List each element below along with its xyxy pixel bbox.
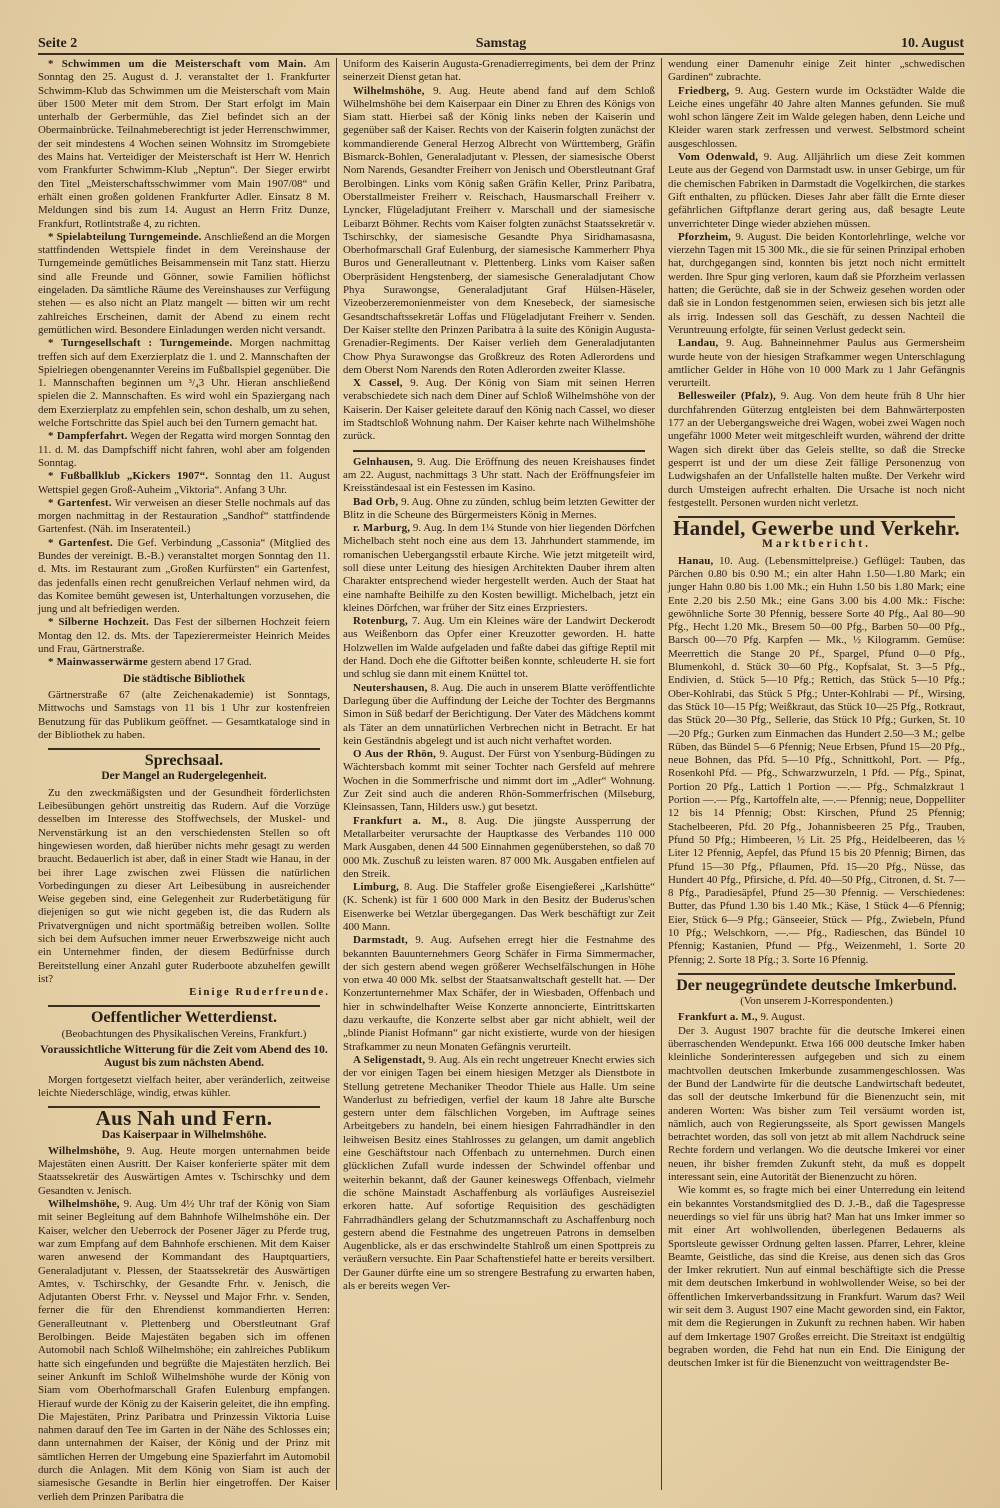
article-paragraph	[668, 337, 965, 390]
article-paragraph	[343, 934, 655, 1054]
article-lead: Friedberg,	[678, 84, 730, 97]
article-paragraph	[343, 58, 655, 85]
article-text: Der 3. August 1907 brachte für die deutsche Imkerei einen überraschenden Wendepunkt. Etwa 166 000 deutsche Imker haben kleinliche Sonderinteressen aufgegeben und sich zu einem machtvollen deutschen Imkerbunde zusammengeschlossen. Was der Bund der Landwirte für die deutsche Landwirtschaft bedeutet, das soll der deutsche Imkerbund für die Bienenzucht sein, mit anderen Worten: Was bisher zum Teil versäumt worden ist, nämlich, auch von Regierungsseite, als Sport gewissen Mangels betrachtet worden, das soll von jetzt ab mit allem Nachdruck seine Rechte fordern und verlangen. Wo die deutsche Imkerei vor einer neuen, ihr bisher fremden Zukunft steht, da muß es doppelt interessant sein, eine Autorität der Bienenzucht zu hören.	[668, 1024, 965, 1184]
article-lead: A Seligenstadt,	[353, 1053, 426, 1066]
article-lead: Rotenburg,	[353, 615, 408, 628]
article-paragraph	[38, 537, 330, 617]
article-paragraph	[38, 231, 330, 337]
article-text: Wir verweisen an dieser Stelle nochmals auf das morgen nachmittag in der Restauration „Sandhof“ stattfindende Gartenfest. (Näh. im Inseratenteil.)	[38, 496, 330, 536]
article-paragraph	[668, 85, 965, 151]
article-paragraph	[38, 689, 330, 742]
section-heading: Der Mangel an Rudergelegenheit.	[101, 770, 267, 783]
article-lead: O Aus der Rhön,	[353, 748, 437, 761]
column-1	[38, 58, 331, 1503]
article-text: 9. August. Der Fürst von Ysenburg-Büdingen zu Wächtersbach kommt mit seiner Tochter nach Gersfeld auf mehrere Wochen in die Sommerfrische und nimmt dort im „Adler“ Wohnung. Zur Zeit sind auch die anderen Rhön-Sommerfrischen (Milseburg, Kleinsassen, Tann, Hilders usw.) gut besetzt.	[343, 748, 655, 814]
article-text: 9. Aug. Alljährlich um diese Zeit kommen Leute aus der Gegend von Darmstadt usw. in unser Gebirge, um für die chemischen Fabriken in Darmstadt die Vogelkirchen, die starkes Gift enthalten, zu pflücken. Dieses Jahr aber fällt die Ernte dieser gefährlichen Giftpflanze derart gering aus, daß besagte Leute unverrichteter Dinge wieder abziehen müssen.	[668, 151, 965, 230]
article-text: 9. Aug. Gestern wurde im Ockstädter Walde die Leiche eines ungefähr 40 Jahre alten Mannes gefunden. Sie muß wohl schon längere Zeit im Walde gelegen haben, denn Leiche und Kleider waren stark zerfressen und verwest. Selbstmord scheint ausgeschlossen.	[668, 84, 965, 150]
section-heading: Handel, Gewerbe und Verkehr.	[672, 516, 961, 541]
column-2	[343, 58, 655, 1490]
article-text: 9. Aug. Heute abend fand auf dem Schloß Wilhelmshöhe bei dem Kaiserpaar ein Diner zu Ehren des Königs von Siam statt. Hierbei saß der König links neben der Kaiserin und gegenüber saß der Kaiser. Rechts von der Kaiserin folgten zunächst der kommandierende General Herzog Albrecht von Württemberg, Gräfin Bismarck-Bohlen, Generaladjutant v. Plessen, der siamesische Oberst Nom Narends, Gesandter Freiherr von Jenisch und Oberstleutnant Graf Berolbingen. Links vom König saßen Gräfin Keller, Prinz Paribatra, Oberstallmeister Freiherr v. Reischach, Hausmarschall Freiherr v. Lyncker, Flügeladjutant Freiherr v. Marschall und der siamesische Leibarzt Böhmer. Rechts vom Kaiser folgten zunächst Staatssekretär v. Tschirschky, der siamesische Gesandte Phya Siridhamasasna, Oberhofmarschall Graf Eulenburg, der siamesische Kammerherr Phya Buros und Generalleutnant v. Plettenberg. Links vom Kaiser saßen Oberpräsident Hengstenberg, der siamesische Generaladjutant Chow Phya Surawongse, Generaladjutant Graf Hülsen-Häseler, Vizeoberzeremonienmeister von dem Knesebeck, der siamesische Gesandtschaftssekretär Loffas und Flügeladjutant Freiherr v. Senden. Der Kaiser stellte den Prinzen Paribatra à la suite des Königin Augusta-Grenadier-Regiments. Der Kaiser verlieh dem Generaladjutanten Chow Phya Surawongse das Großkreuz des Roten Adlerordens und dem Oberst Nom Narends den Roten Adlerorden zweiter Klasse.	[343, 84, 655, 376]
article-paragraph	[343, 456, 655, 496]
section-heading: Marktbericht.	[762, 538, 871, 551]
article-lead: * Mainwasserwärme	[48, 656, 148, 669]
article-paragraph	[343, 496, 655, 523]
column-3	[668, 58, 965, 1490]
column-divider	[661, 58, 662, 1490]
article-paragraph	[38, 616, 330, 656]
article-lead: * Turngesellschaft : Turngemeinde.	[48, 337, 233, 350]
article-text: 9. August. Die beiden Kontorlehrlinge, welche vor vierzehn Tagen mit 15 300 Mk., die sie für seinen Prinzipal erhoben hat, durchgegangen sind, konnten bis jetzt noch nicht ermittelt werden. Ihre Spur ging verloren, kaum daß sie Pforzheim verlassen hatten; die Gerüchte, daß sie in der Schweiz gesehen worden oder daß sie in London festgenommen seien, erwiesen sich bis jetzt alle als irrig. Indessen soll das Geschäft, zu dessen Nachteil die Veruntreuung erfolgte, für seinen Verlust gedeckt sein.	[668, 230, 965, 336]
section-rule	[48, 748, 320, 750]
article-lead: Frankfurt a. M.,	[353, 814, 448, 827]
article-paragraph	[343, 377, 655, 443]
article-lead: X Cassel,	[353, 377, 403, 390]
article-paragraph	[343, 748, 655, 814]
article-text: 8. Aug. Die jüngste Aussperrung der Metallarbeiter verursachte der Hauptkasse des Verbandes 110 000 Mark Ausgaben, denen 44 500 Einnahmen gegenüberstehen, so daß 70 000 Mk. Zuschuß zu leisten waren. 87 000 Mk. Ausgaben entfielen auf den Streik.	[343, 814, 655, 880]
article-lead: Gelnhausen,	[353, 455, 413, 468]
issue-date: 10. August	[900, 36, 964, 51]
article-paragraph	[343, 682, 655, 748]
page-number: Seite 2	[38, 36, 78, 51]
article-lead: Hanau,	[678, 554, 714, 567]
article-lead: * Spielabteilung Turngemeinde.	[48, 230, 202, 243]
section-heading: Der neugegründete deutsche Imkerbund.	[676, 976, 957, 994]
article-paragraph	[38, 58, 330, 231]
section-heading: Oeffentlicher Wetterdienst.	[90, 1009, 278, 1027]
article-paragraph	[668, 58, 965, 85]
article-paragraph	[668, 1025, 965, 1185]
article-text: 9. Aug. Bahneinnehmer Paulus aus Germersheim wurde heute von der hiesigen Strafkammer wegen Unterschlagung amtlicher Gelder in Höhe von 10 000 Mark zu 1 Jahr Gefängnis verurteilt.	[668, 337, 965, 390]
article-lead: * Silberne Hochzeit.	[48, 616, 150, 629]
section-heading: Das Kaiserpaar in Wilhelmshöhe.	[101, 1128, 267, 1141]
article-lead: Pforzheim,	[678, 230, 732, 243]
article-paragraph	[343, 615, 655, 681]
article-paragraph	[668, 231, 965, 337]
article-paragraph	[38, 1145, 330, 1198]
article-paragraph	[343, 815, 655, 881]
section-rule	[48, 1005, 320, 1007]
article-text: Wie kommt es, so fragte mich bei einer Unterredung ein leitend ein bekanntes Vorstandsmitglied des D. J.-B., daß die Tagespresse neuerdings so viel für uns übrig hat? Man hat uns Imker immer so mit einer Art wohlwollenden, überlegenen Bedauerns als Sportsleute gewisser Ordnung gelten lassen. Pfarrer, Lehrer, kleine Beamte, Geistliche, das sind die Kreise, aus denen sich das Gros der Imker rekrutiert. Nun auf einmal beschäftigte sich die Presse mit dem deutschen Imkerbund in wohlwollender Weise, so bei der öffentlichen Imkerverbandssitzung in Frankfurt. Warum das? Weil wir seit dem 3. August 1907 eine Macht geworden sind, ein Faktor, mit dem die Regierungen in Zukunft zu rechnen haben. Wir haben auf dem Imkertage 1907 Großes erreicht. Die Streitaxt ist endgültig begraben worden, die Fehd hat nun ein End. Die Einigung der deutschen Imker ist für die Bienenzucht von weittragendster Be-	[668, 1184, 965, 1370]
article-paragraph	[38, 1198, 330, 1504]
page-header	[38, 36, 964, 52]
article-text: Gärtnerstraße 67 (alte Zeichenakademie) ist Sonntags, Mittwochs und Samstags von 11 bis 1 Uhr zur kostenfreien Benutzung für das Publikum geöffnet. — Gesamtkataloge sind in der Bibliothek zu haben.	[38, 688, 330, 741]
article-text: 9. Aug. Ohne zu zünden, schlug beim letzten Gewitter der Blitz in die Scheune des Bürgermeisters König in Mernes.	[343, 495, 655, 521]
article-lead: Frankfurt a. M.,	[678, 1011, 758, 1024]
article-text: Anschließend an die Morgen stattfindenden Wettspiele findet in dem Vereinshause der Turngemeinde gemütliches Beisammensein mit Tanz statt. Hierzu sind alle Freunde und Gönner, sowie Familien höflichst eingeladen. Da sämtliche Räume des Vereinshauses zur Verfügung stehen — es also nicht an Platz mangelt — bitten wir um recht zahlreiches Erscheinen, damit der Abend zu einem recht gemütlichen wird. Besondere Einladungen werden nicht versandt.	[38, 230, 330, 336]
section-heading: (Von unserem J-Korrespondenten.)	[740, 995, 893, 1008]
article-lead: Limburg,	[353, 881, 400, 894]
article-paragraph	[343, 85, 655, 378]
article-text: Am Sonntag den 25. August d. J. veranstaltet der 1. Frankfurter Schwimm-Klub das Schwimmen um die Meisterschaft vom Main über 1500 Meter mit dem Strom. Der Start erfolgt im Main unterhalb der Gerbermühle, das Ziel befindet sich an der Obermainbrücke. Teilnahmeberechtigt ist jeder Herrenschwimmer, der seit mindestens 4 Wochen seinen Wohnsitz im Stromgebiete des Mains hat. Verteidiger der Meisterschaft ist Herr W. Henrich vom Frankfurter Schwimm-Klub „Neptun“. Der Sieger erwirbt den Titel „Meisterschaftsschwimmer vom Main 1907/08“ und erhält einen großen goldenen Frankfurter Adler. Einsatz 8 M. Meldungen sind bis zum 14. August an Herrn Fritz Dunze, Frankfurt, Rotlintstraße 4, zu richten.	[38, 58, 330, 230]
section-heading: Aus Nah und Fern.	[95, 1106, 273, 1131]
article-lead: * Dampferfahrt.	[48, 430, 128, 443]
article-paragraph	[38, 1074, 330, 1101]
article-text: Morgen fortgesetzt vielfach heiter, aber veränderlich, zeitweise leichte Niederschläge, windig, etwas kühler.	[38, 1073, 330, 1099]
article-lead: r. Marburg,	[353, 522, 411, 535]
article-lead: * Fußballklub „Kickers 1907“.	[48, 470, 209, 483]
article-paragraph	[668, 1184, 965, 1370]
section-heading: Voraussichtliche Witterung für die Zeit vom Abend des 10. August bis zum nächsten Abend.	[40, 1044, 328, 1070]
article-lead: Neutershausen,	[353, 681, 428, 694]
article-lead: Wilhelmshöhe,	[48, 1144, 120, 1157]
article-text: 9. Aug. Als ein recht ungetreuer Knecht erwies sich der vor einigen Tagen bei einem hiesigen Metzger als Dienstbote in Stellung getretene Mechaniker Theodor Thiele aus Halle. Um seine Wanderlust zu befriedigen, verfiel der kaum 18 Jahre alte Bursche gestern unter dem fälschlichen Vorgeben, im Auftrage seines Arbeitgebers zu handeln, bei einem hiesigen Fahrradhändler in den leihweisen Besitz eines Stahlrosses zu gelangen, um damit angeblich eine Geschäftstour nach Offenbach zu unternehmen. Durch einen glücklichen Zufall wurde indessen der Schwindel offenbar und weiterhin bekannt, daß der Gauner keineswegs Offenbach, vielmehr die schöne Mainstadt Aschaffenburg als vorläufiges Ausreiseziel erkoren hatte. Auf sofortige Requisition des geschädigten Fahrradhändlers gelang der Schutzmannschaft zu Aschaffenburg noch gestern abend die Festnahme des ungetreuen Patrons in demselben Augenblicke, als er das erschwindelte Stahlroß um einen Spottpreis zu veräußern versuchte. Ein Paar Schaftenstiefel hatte er bereits versilbert. Der Gauner dürfte eine um so strengere Bestrafung zu erwarten haben, als er bereits wegen Ver-	[343, 1053, 656, 1293]
article-text: Uniform des Kaiserin Augusta-Grenadierregiments, bei dem der Prinz seinerzeit Dienst getan hat.	[343, 58, 655, 84]
article-text: 9. Aug. Aufsehen erregt hier die Festnahme des bekannten Bauunternehmers Georg Schäfer in Firma Simmermacher, der sich gestern abend wegen größerer Wechselfälschungen in Höhe von etwa 40 000 Mk. selbst der Staatsanwaltschaft gestellt hat. — Der Konzertunternehmer Max Schäfer, der in Wiesbaden, Offenbach und hier in schwindelhafter Weise Konzerte annoncierte, Eintrittskarten dazu verkaufte, die Konzerte selbst aber gar nicht abhielt, weil der „blinde Pianist Hofmann“ gar nicht existierte, wurde von der hiesigen Strafkammer zu neun Monaten Gefängnis verurteilt.	[343, 934, 655, 1053]
article-paragraph	[343, 522, 655, 615]
article-paragraph	[38, 430, 330, 470]
article-paragraph	[343, 881, 655, 934]
article-text: Das Fest der silbernen Hochzeit feiern Montag den 12. ds. Mts. der Tapezierermeister Heinrich Meides und Frau, Gärtnerstraße.	[38, 616, 330, 656]
article-lead: * Gartenfest.	[48, 536, 113, 549]
article-lead: Darmstadt,	[353, 934, 408, 947]
article-lead: Wilhelmshöhe,	[48, 1198, 120, 1211]
article-paragraph	[668, 1011, 965, 1024]
article-text: 7. Aug. Um ein Kleines wäre der Landwirt Deckerodt aus Weißenborn das Opfer einer Kreuzotter geworden. H. hatte Holzwellen im Walde aufgeladen und faßte dabei das giftige Reptil mit der Hand. Doch ehe die Giftotter beißen konnte, schleuderte H. sie fort und schlug sie dann mit einem Knüttel tot.	[343, 615, 655, 681]
article-lead: Landau,	[678, 337, 719, 350]
article-text: Wegen der Regatta wird morgen Sonntag den 11. d. M. das Dampfschiff nicht fahren, wohl aber am folgenden Sonntag.	[38, 430, 331, 469]
signature: Einige Ruderfreunde.	[189, 986, 330, 999]
article-paragraph	[38, 497, 330, 537]
article-paragraph	[668, 555, 965, 967]
weekday: Samstag	[475, 36, 527, 51]
article-text: 9. Aug. Der König von Siam mit seinen Herren verabschiedete sich nach dem Diner auf Schloß Wilhelmshöhe von der Kaiserin. Der Kaiser geleitete darauf den König nach Cassel, wo dieser im Stadtschloß Wohnung nahm. Der Kaiser kehrte nach Wilhelmshöhe zurück.	[343, 377, 655, 443]
article-lead: * Schwimmen um die Meisterschaft vom Main.	[48, 58, 307, 70]
article-lead: Wilhelmshöhe,	[353, 84, 425, 97]
article-text: wendung einer Damenuhr einige Zeit hinter „schwedischen Gardinen“ zubrachte.	[668, 58, 965, 84]
article-text: 9. Aug. Die Eröffnung des neuen Kreishauses findet am 22. August, nachmittags 3 Uhr statt. Nach der Eröffnungsfeier im Kreisständesaal ist ein Festessen im Kasino.	[343, 455, 655, 495]
section-rule	[678, 973, 955, 975]
article-text: 9. August.	[757, 1011, 805, 1024]
section-heading: Die städtische Bibliothek	[122, 672, 246, 685]
article-text: Die Gef. Verbindung „Cassonia“ (Mitglied des Bundes der vereinigt. B.-B.) veranstaltet morgen Sonntag den 11. d. Mts. im Restaurant zum „Großen Kurfürsten“ ein Gartenfest, das jedenfalls einen recht genußreichen Verlauf nehmen wird, da das Komitee bemüht gewesen ist, Unterhaltungen vorzusehen, die jung und alt befriedigen werden.	[38, 536, 330, 616]
article-paragraph	[38, 787, 330, 986]
article-text: Sonntag den 11. August Wettspiel gegen Groß-Auheim „Viktoria“. Anfang 3 Uhr.	[38, 470, 330, 496]
article-text: Morgen nachmittag treffen sich auf dem Exerzierplatz die 1. und 2. Mannschaften der Spielriegen obengenannter Vereins im Fußballspiel gegenüber. Die 1. Mannschaften beginnen um ³/₄3 Uhr. Hieran anschließend spielen die 2. Mannschaften. Es wird wohl ein Spaziergang nach dem Exerzierplatz zu empfehlen sein, schon deshalb, um zu sehen, welche Fortschritte das Spiel auch bei den Turnern gemacht hat.	[38, 337, 330, 430]
article-text: 9. Aug. Heute morgen unternahmen beide Majestäten einen Ausritt. Der Kaiser konferierte später mit dem Staatssekretär des Auswärtigen Amtes v. Tschirschky und dem Gesandten v. Jenisch.	[38, 1144, 330, 1197]
article-lead: Bad Orb,	[353, 495, 399, 508]
article-text: 8. Aug. Die auch in unserem Blatte veröffentlichte Darlegung über die Auffindung der Leiche der Tochter des Bergmanns Simon in Süß bedarf der Berichtigung. Der Vater des Mädchens kommt als Täter an dem unnatürlichen Verbrechen nicht in Betracht. Er hat kein Geständnis abgelegt und ist auch nicht verhaftet worden.	[343, 681, 655, 747]
article-paragraph	[668, 390, 965, 510]
article-paragraph	[38, 337, 330, 430]
section-rule	[353, 450, 645, 452]
article-text: Zu den zweckmäßigsten und der Gesundheit förderlichsten Leibesübungen gehört unstreitig das Rudern. Auf die Vorzüge desselben im Interesse des Stoffwechsels, der Muskel- und Nervenstärkung ist an den verschiedensten Stellen so oft hingewiesen worden, daß hierüber nichts mehr gesagt zu werden braucht. Bedauerlich ist aber, daß in einer Stadt wie Hanau, in der bei ihrer Lage zwischen zwei Flüssen die natürlichen Vorbedingungen zu dieser Art Leibesübung in ausreichender Weise gegeben sind, eine Gelegenheit zur Ruderbetätigung für diejenigen so gut wie nicht gegeben ist, die das Rudern als Privatvergnügen und nicht sportmäßig betreiben wollen. Sollte sich bei dem Aufsuchen immer neuer Erwerbszweige nicht auch ein Unternehmer finden, der diesem Bedürfnisse durch Bereitstellung einer Anzahl guter Ruderboote abzuhelfen gewillt ist?	[38, 786, 330, 985]
article-text: 8. Aug. Die Staffeler große Eisengießerei „Karlshütte“ (K. Schenk) ist für 1 600 000 Mark in den Besitz der Buderus'schen Eisenwerke bei Wetzlar übergegangen. Das Werk beschäftigt zur Zeit 400 Mann.	[343, 881, 655, 933]
article-paragraph	[38, 470, 330, 497]
article-paragraph	[343, 1054, 655, 1293]
section-heading: Sprechsaal.	[144, 752, 224, 770]
article-paragraph	[668, 151, 965, 231]
article-lead: * Gartenfest.	[48, 496, 112, 509]
article-lead: Vom Odenwald,	[678, 151, 759, 164]
article-text: 9. Aug. Von dem heute früh 8 Uhr hier durchfahrenden Güterzug entgleisten bei dem Bahnwärterposten 177 an der Uebergangsweiche drei Wagen, wobei zwei Wagen noch ungefähr 1000 Meter weit mitgeschleift wurden, während der dritte Wagen sich direkt über das Geleis stellte, so daß die Strecke gesperrt ist und der um diese Zeit fällige Personenzug von Ludwigshafen an der Unfallstelle halten mußte. Der Verkehr wird durch Umsteigen aufrecht erhalten. Die Ursache ist noch nicht festgestellt. Personen wurden nicht verletzt.	[668, 390, 965, 509]
article-text: 10. Aug. (Lebensmittelpreise.) Geflügel: Tauben, das Pärchen 0.80 bis 0.90 M.; ein alter Hahn 1.50—1.80 Mark; ein junger Hahn 0.80 bis 1.00 Mk.; ein Huhn 1.50 bis 1.80 Mark; eine Ente 2.20 bis 2.50 Mk.; eine Gans 3.00 bis 4.00 Mk.: Fische: gewöhnliche Sorte 30 Pfennig, bessere Sorte 40 Pfg., Aal 80—90 Pfg., Hecht 1.20 Mk., Bresem 50—00 Pfg., Barben 50—00 Pfg., Barsch 00—70 Pfg. Karpfen — Mk., ½ Kilogramm. Gemüse: Meerrettich die Stange 20 Pf., Spargel, Pfund 0—0 Pfg., Blumenkohl, d. Stück 30—60 Pfg., Kopfsalat, St. 3—5 Pfg., Endivien, d. Stück 5—10 Pfg.; Rettich, das Stück 5—10 Pfg.; Ober-Kohlrabi, das Stück 5 Pfg.; Unter-Kohlrabi — Pf., Wirsing, das Stück 10—15 Pfg; Weißkraut, das Stück 10—25 Pfg., Rotkraut, das Stück 20—30 Pfg., Sellerie, das Stück 10 Pfg.; Gurken, St. 10—20 Pfg.; Gurken zum Einmachen das Hundert 2.50—3 M.; gelbe Rüben, das Bündel 5—6 Pfennig; Neue Erbsen, Pfund 15—20 Pfg., neue Bohnen, das Pfd. 5—10 Pfg., Schnittkohl, Port. — Pfg., Rosenkohl Pfd. — Pfg., Schwarzwurzeln, 1 Pfd. — Pfg., Spinat, Portion 20 Pfg., Lattich 1 Portion —.— Pfg., Schmalzkraut 1 Portion —.— Pfg., Kartoffeln alte, —.— Pfennig; neue, Doppelliter 12 bis 14 Pfennig; Obst: Kirschen, Pfund 25 Pfennig; Stachelbeeren, Pfd. 20 Pfg., Johannisbeeren 25 Pfg., Trauben, Pfund 50 Pfg.; Himbeeren, ½ Lit. 25 Pfg., Heidelbeeren, das ½ Liter 12 Pfennig, Aepfel, das Pfund 15 bis 20 Pfennig; Birnen, das Pfund 15—30 Pfg., Pflaumen, Pfd. 15—20 Pfg., Nüsse, das Hundert 40 Pfg., Pfirsiche, d. Pfd. 40—50 Pfg., Citronen, d. St. 7—8 Pfg., Paradiesäpfel, Pfund 25—30 Pfennig. — Verschiedenes: Butter, das Pfund 1.30 bis 1.40 Mk.; Käse, 1 Stück 4—6 Pfennig; Eier, Stück 6—9 Pfg.; Gänseeier, Stück — Pfg., Zwiebeln, Pfund 10 Pfg.; Welschkorn, —.— Pfg., Radieschen, das Bündel 10 Pfennig; Kastanien, Pfund — Pfg., Weizenmehl, 1. Sorte 20 Pfennig; 2. Sorte 18 Pfg.; 3. Sorte 16 Pfennig.	[668, 554, 965, 966]
column-divider	[336, 58, 337, 1490]
article-text: gestern abend 17 Grad.	[147, 656, 252, 669]
header-rule	[38, 53, 964, 55]
article-text: 9. Aug. In dem 1¼ Stunde von hier liegenden Dörfchen Michelbach steht noch eine aus dem 13. Jahrhundert stammende, im romanischen Uebergangsstil erbaute Kirche. Wie jetzt mitgeteilt wird, soll diese unter Leitung des hiesigen Architekten Dauber ihrem alten Charakter entsprechend wieder hergestellt werden. Auch der Staat hat eine namhafte Beihilfe zu den Kosten bewilligt. Michelbach, jetzt ein kleines Dörfchen, war früher der Sitz eines Erzpriesters.	[343, 522, 655, 614]
section-heading: (Beobachtungen des Physikalischen Vereins, Frankfurt.)	[61, 1027, 307, 1040]
article-paragraph	[38, 656, 330, 669]
article-lead: Bellesweiler (Pfalz),	[678, 390, 776, 403]
article-text: 9. Aug. Um 4½ Uhr traf der König von Siam mit seiner Begleitung auf dem Bahnhofe Wilhelmshöhe ein. Der Kaiser, welcher den Ueberrock der Posener Jäger zu Pferde trug, war zum Empfang auf dem Bahnhofe erschienen. Mit dem Kaiser waren anwesend der Kommandant des Hauptquartiers, Generaladjutant v. Plessen, der Staatssekretär des Auswärtigen Amtes, v. Tschirschky, der Gesandte Frhr. v. Jenisch, die Adjutanten Oberst Frhr. v. Neyssel und Major Frhr. v. Senden, ferner die für den Ehrendienst kommandierten Herren: Generalleutnant v. Plettenberg und Oberstleutnant Graf Berolbingen. Beide Majestäten begaben sich im offenen Automobil nach Schloß Wilhelmshöhe; ein zahlreiches Publikum hatte sich eingefunden und begrüßte die Majestäten herzlich. Bei seiner Ankunft im Schloß Wilhelmshöhe wurde der König von Siam vom Oberhofmarschall Grafen Eulenburg empfangen. Hierauf wurde der König zu der Kaiserin geleitet, die ihn empfing. Die Majestäten, Prinz Paribatra und Prinzessin Viktoria Luise nahmen darauf den Tee im Garten in der Nähe des Schlosses ein; dann unternahmen der Kaiser, der König und der Prinz mit sämtlichen Herren der Umgebung eine Spazierfahrt im Automobil durch die Anlagen. Mit dem König von Siam ist auch der siamesische Gesandte in Berlin hier eingetroffen. Der Kaiser verlieh dem Prinzen Paribatra die	[38, 1198, 330, 1503]
